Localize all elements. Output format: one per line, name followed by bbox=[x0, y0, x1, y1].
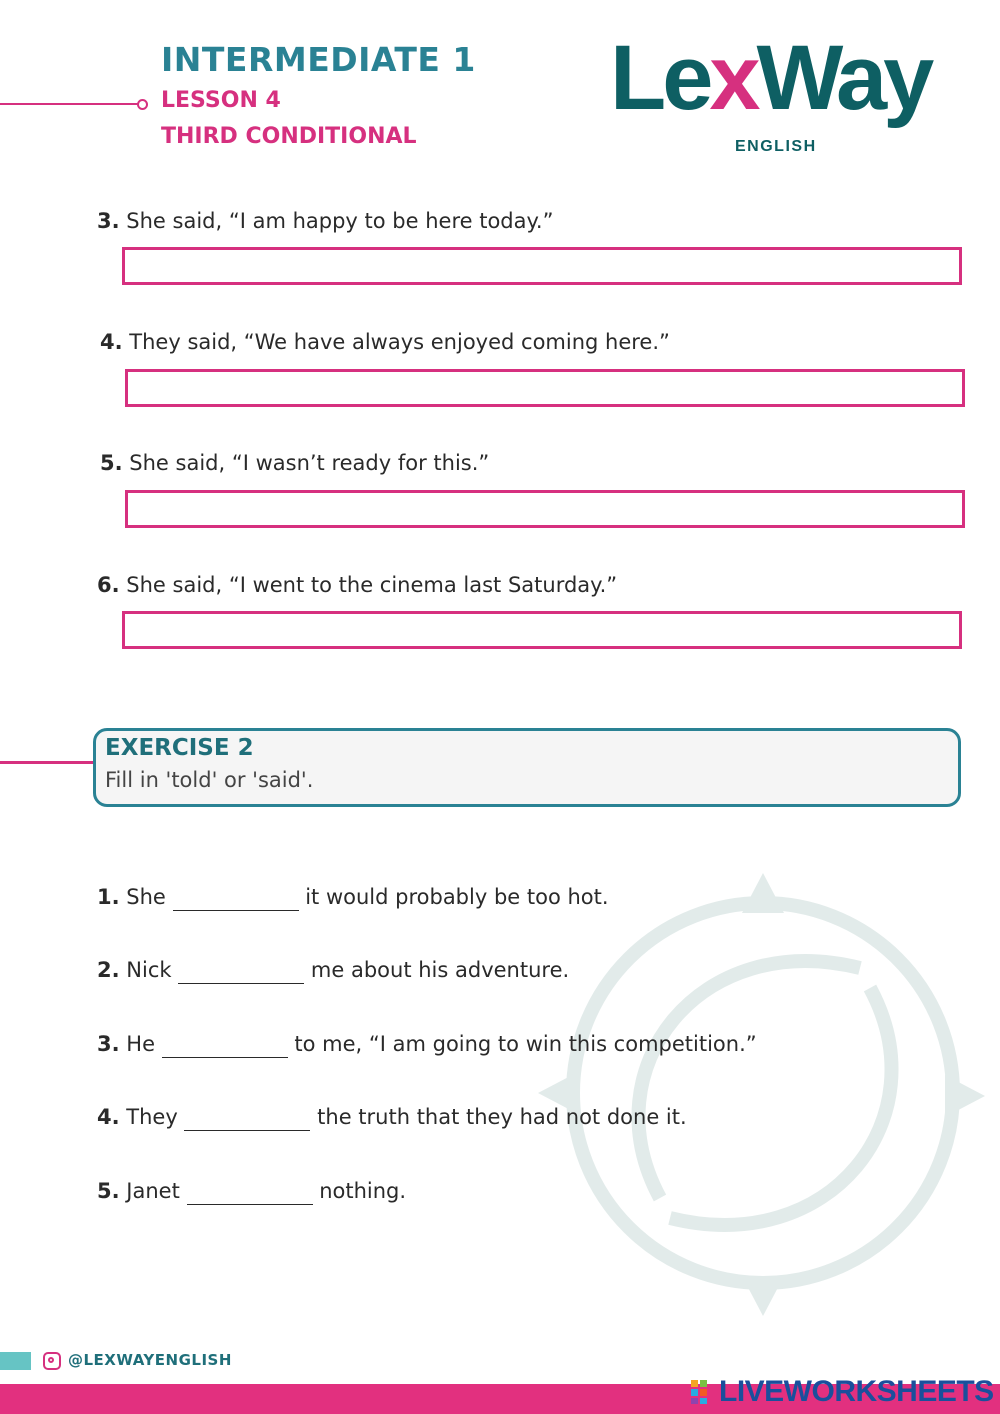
lexway-logo bbox=[610, 27, 960, 162]
answer-input-6[interactable] bbox=[122, 611, 962, 649]
liveworksheets-wordmark: LIVEWORKSHEETS bbox=[719, 1375, 994, 1408]
exercise1-item-5: 5. She said, “I wasn’t ready for this.” bbox=[100, 451, 490, 475]
blank-input-2[interactable] bbox=[178, 961, 304, 984]
exercise2-item-5: 5. Janet nothing. bbox=[97, 1179, 407, 1203]
answer-input-4[interactable] bbox=[125, 369, 965, 407]
logo-subtitle: ENGLISH bbox=[735, 138, 817, 155]
blank-input-3[interactable] bbox=[162, 1035, 288, 1058]
exercise2-instruction: Fill in 'told' or 'said'. bbox=[105, 768, 314, 792]
instagram-icon bbox=[43, 1352, 61, 1370]
liveworksheets-cubes-icon bbox=[691, 1380, 717, 1404]
answer-input-5[interactable] bbox=[125, 490, 965, 528]
exercise1-item-6: 6. She said, “I went to the cinema last Saturday.” bbox=[97, 573, 618, 597]
blank-input-1[interactable] bbox=[173, 888, 299, 911]
exercise1-item-4: 4. They said, “We have always enjoyed coming here.” bbox=[100, 330, 670, 354]
blank-input-5[interactable] bbox=[187, 1182, 313, 1205]
social-handle: @LEXWAYENGLISH bbox=[68, 1351, 232, 1369]
header-decor-line bbox=[0, 103, 140, 105]
footer-teal-accent bbox=[0, 1352, 31, 1370]
exercise2-title: EXERCISE 2 bbox=[105, 735, 254, 761]
blank-input-4[interactable] bbox=[184, 1108, 310, 1131]
exercise2-decor-line bbox=[0, 761, 95, 764]
exercise2-item-4: 4. They the truth that they had not done it. bbox=[97, 1105, 687, 1129]
logo-wordmark: LexWay bbox=[610, 27, 931, 129]
compass-watermark-icon bbox=[530, 868, 990, 1328]
header-decor-dot bbox=[137, 99, 148, 110]
exercise2-item-3: 3. He to me, “I am going to win this competition.” bbox=[97, 1032, 757, 1056]
exercise2-header-box bbox=[93, 728, 961, 807]
topic-label: THIRD CONDITIONAL bbox=[161, 124, 417, 149]
answer-input-3[interactable] bbox=[122, 247, 962, 285]
course-title: INTERMEDIATE 1 bbox=[161, 40, 476, 79]
exercise2-item-2: 2. Nick me about his adventure. bbox=[97, 958, 570, 982]
exercise1-item-3: 3. She said, “I am happy to be here today.” bbox=[97, 209, 554, 233]
exercise2-item-1: 1. She it would probably be too hot. bbox=[97, 885, 609, 909]
lesson-label: LESSON 4 bbox=[161, 88, 281, 113]
